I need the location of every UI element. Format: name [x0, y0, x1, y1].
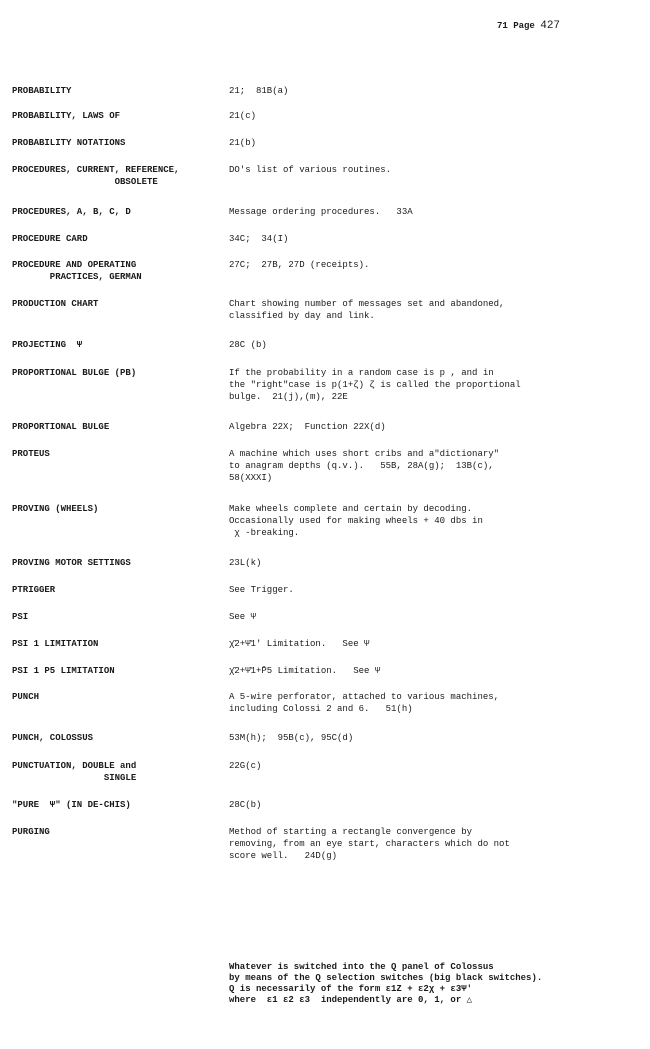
entry-term: PROCEDURE AND OPERATING PRACTICES, GERMAN — [12, 260, 142, 282]
entry-term: PROPORTIONAL BULGE — [12, 422, 110, 432]
entry-term: PSI — [12, 612, 29, 622]
entry-term: PROPORTIONAL BULGE (PB) — [12, 368, 137, 378]
entry-description: See Ψ — [229, 612, 257, 622]
entry-term: PROVING (WHEELS) — [12, 504, 99, 514]
entry-description: Chart showing number of messages set and abandoned, classified by day and link. — [229, 299, 505, 321]
entry-description: 21(c) — [229, 111, 257, 121]
entry-term: PRODUCTION CHART — [12, 299, 99, 309]
entry-term: PROJECTING Ψ — [12, 340, 83, 350]
entry-description: 22G(c) — [229, 761, 262, 771]
page-number: 427 — [540, 20, 561, 32]
entry-term: PROCEDURES, CURRENT, REFERENCE, OBSOLETE — [12, 165, 180, 187]
entry-term: PUNCH — [12, 692, 40, 702]
footer-note: Whatever is switched into the Q panel of Colossus by means of the Q selection switches (big black switches). Q is necessarily of the form ε1Z + ε2χ + ε3Ψ' where ε1 ε2 ε3 independently are 0, 1, or △ — [229, 962, 543, 1005]
entry-description: χ̄2+Ψ̄1' Limitation. See Ψ — [229, 639, 370, 649]
folio-number: 71 — [497, 21, 508, 31]
entry-description: Algebra 22X; Function 22X(d) — [229, 422, 386, 432]
entry-term: PROBABILITY, LAWS OF — [12, 111, 121, 121]
entry-term: "PURE Ψ" (IN DE-CHIS) — [12, 800, 131, 810]
entry-description: 28C (b) — [229, 340, 267, 350]
entry-term: PUNCTUATION, DOUBLE and SINGLE — [12, 761, 137, 783]
entry-term: PROBABILITY — [12, 86, 72, 96]
entry-term: PTRIGGER — [12, 585, 56, 595]
entry-description: Make wheels complete and certain by decoding. Occasionally used for making wheels + 40 dbs in χ -breaking. — [229, 504, 483, 538]
entry-term: PSI 1 P5 LIMITATION — [12, 666, 115, 676]
entry-term: PROTEUS — [12, 449, 50, 459]
entry-description: 27C; 27B, 27D (receipts). — [229, 260, 370, 270]
entry-description: χ̄2+Ψ̄1+P̄5 Limitation. See Ψ — [229, 666, 381, 676]
entry-term: PROVING MOTOR SETTINGS — [12, 558, 131, 568]
entry-description: 53M(h); 95B(c), 95C(d) — [229, 733, 354, 743]
entry-description: A 5-wire perforator, attached to various machines, including Colossi 2 and 6. 51(h) — [229, 692, 500, 714]
page-label: Page — [513, 21, 535, 31]
entry-description: 23L(k) — [229, 558, 262, 568]
entry-term: PROCEDURES, A, B, C, D — [12, 207, 131, 217]
entry-description: Message ordering procedures. 33A — [229, 207, 413, 217]
entry-description: 21; 81B(a) — [229, 86, 289, 96]
entry-description: 34C; 34(I) — [229, 234, 289, 244]
entry-term: PUNCH, COLOSSUS — [12, 733, 94, 743]
entry-term: PURGING — [12, 827, 50, 837]
page-header — [497, 20, 560, 32]
entry-term: PSI 1 LIMITATION — [12, 639, 99, 649]
entry-description: If the probability in a random case is p , and in the "right"case is p(1+ζ) ζ is called the proportional bulge. 21(j),(m), 22E — [229, 368, 521, 402]
entry-description: Method of starting a rectangle convergence by removing, from an eye start, characters which do not score well. 24D(g) — [229, 827, 510, 861]
entry-description: See Trigger. — [229, 585, 294, 595]
entry-term: PROCEDURE CARD — [12, 234, 88, 244]
entry-description: A machine which uses short cribs and a"dictionary" to anagram depths (q.v.). 55B, 28A(g); 13B(c), 58(XXXI) — [229, 449, 500, 483]
entry-description: 28C(b) — [229, 800, 262, 810]
entry-description: DO's list of various routines. — [229, 165, 392, 175]
entry-term: PROBABILITY NOTATIONS — [12, 138, 126, 148]
entry-description: 21(b) — [229, 138, 257, 148]
